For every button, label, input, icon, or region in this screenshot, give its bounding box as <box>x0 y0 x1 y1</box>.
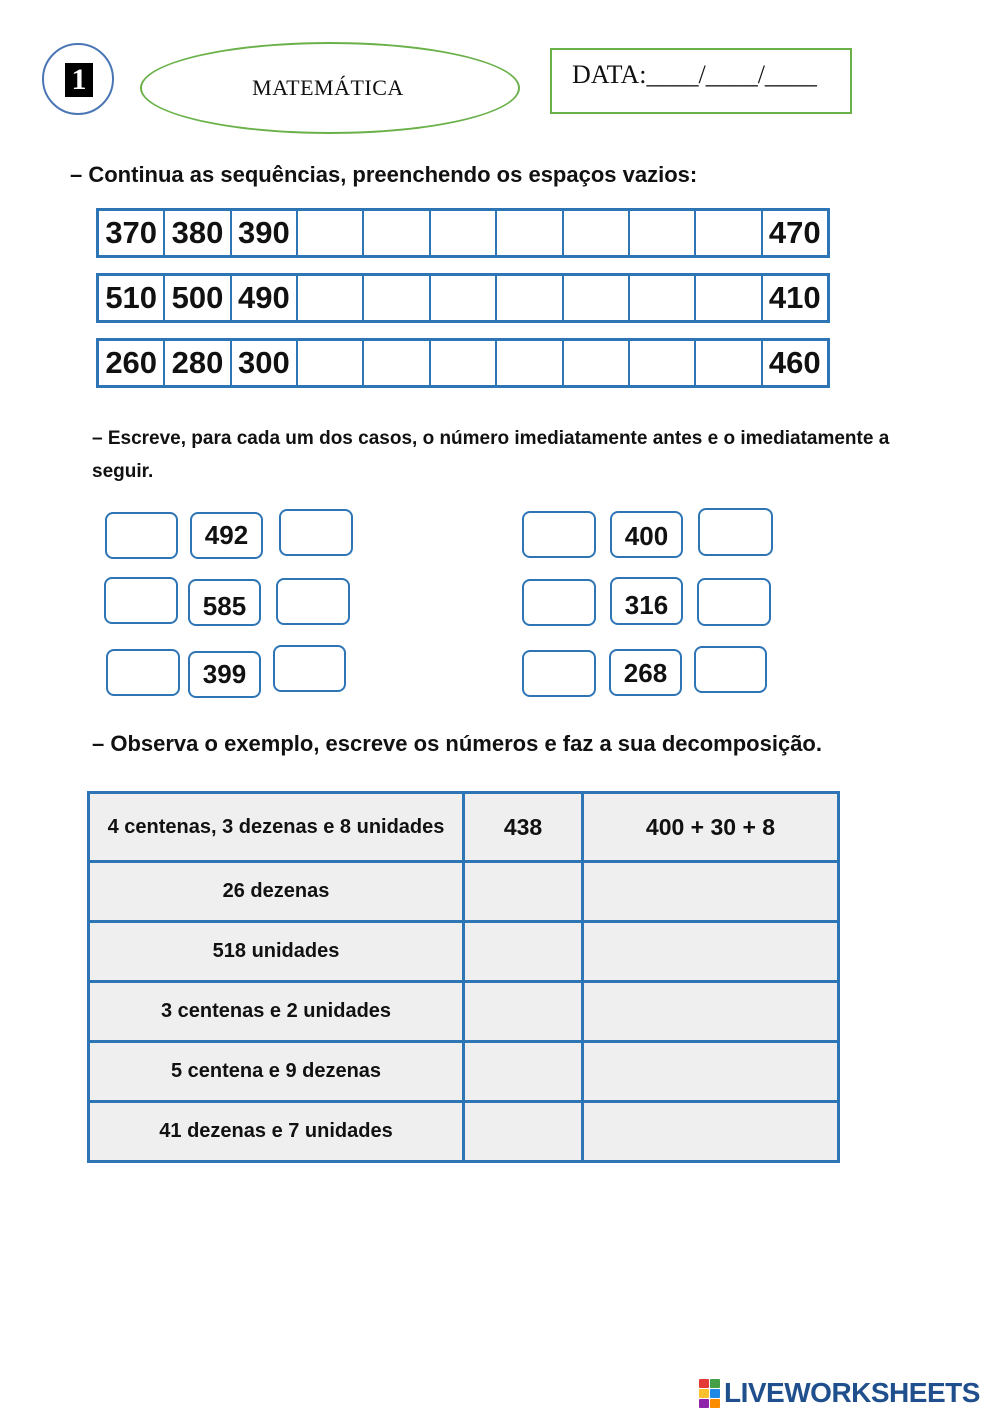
given-number: 492 <box>204 520 249 550</box>
sequence-input-cell[interactable] <box>628 211 694 255</box>
given-number-box <box>610 511 683 558</box>
given-number: 399 <box>202 659 247 689</box>
table-row <box>89 982 839 1042</box>
after-input[interactable] <box>698 508 773 556</box>
sequence-input-cell[interactable] <box>362 341 428 385</box>
sequence-cell: 380 <box>163 211 229 255</box>
sequence-input-cell[interactable] <box>562 341 628 385</box>
decomposition-input-cell[interactable] <box>583 862 839 922</box>
sequence-input-cell[interactable] <box>694 211 760 255</box>
description-cell: 3 centenas e 2 unidades <box>89 982 464 1042</box>
sequence-cell: 300 <box>230 341 296 385</box>
given-number: 400 <box>624 521 669 551</box>
sequence-input-cell[interactable] <box>628 341 694 385</box>
logo-text: LIVEWORKSHEETS <box>724 1377 980 1408</box>
sequence-input-cell[interactable] <box>429 276 495 320</box>
logo-block <box>710 1399 720 1408</box>
number-input-cell[interactable] <box>464 1102 583 1162</box>
description-cell: 41 dezenas e 7 unidades <box>89 1102 464 1162</box>
sequence-input-cell[interactable] <box>296 276 362 320</box>
logo-block <box>710 1379 720 1388</box>
worksheet-number: 1 <box>65 63 93 97</box>
decomposition-input-cell[interactable] <box>583 1042 839 1102</box>
sequence-input-cell[interactable] <box>694 341 760 385</box>
logo-block <box>699 1399 709 1408</box>
before-input[interactable] <box>522 650 596 697</box>
number-input-cell[interactable] <box>464 922 583 982</box>
sequence-cell: 510 <box>105 280 158 315</box>
sequence-input-cell[interactable] <box>694 276 760 320</box>
decomposition-input-cell[interactable] <box>583 922 839 982</box>
before-input[interactable] <box>105 512 178 559</box>
neighbors-instruction-cont: seguir. <box>92 461 154 482</box>
description-cell: 518 unidades <box>89 922 464 982</box>
sequence-instruction: – Continua as sequências, preenchendo os espaços vazios: <box>70 162 698 187</box>
liveworksheets-logo <box>699 1378 980 1408</box>
description-cell: 26 dezenas <box>89 862 464 922</box>
given-number-box <box>610 577 683 625</box>
given-number: 316 <box>624 590 669 620</box>
description-cell: 4 centenas, 3 dezenas e 8 unidades <box>89 793 464 862</box>
date-label: DATA:____/____/____ <box>572 60 817 89</box>
sequence-input-cell[interactable] <box>362 211 428 255</box>
given-number: 268 <box>623 658 668 688</box>
before-input[interactable] <box>106 649 180 696</box>
sequence-cell: 470 <box>761 211 827 255</box>
sequence-row <box>96 273 830 323</box>
table-row <box>89 862 839 922</box>
logo-blocks-icon <box>699 1379 720 1408</box>
date-box <box>550 48 852 114</box>
decomposition-input-cell[interactable] <box>583 982 839 1042</box>
number-input-cell[interactable] <box>464 1042 583 1102</box>
sequence-input-cell[interactable] <box>562 211 628 255</box>
decomposition-instruction: – Observa o exemplo, escreve os números e faz a sua decomposição. <box>92 731 822 756</box>
logo-block <box>699 1389 709 1398</box>
before-input[interactable] <box>522 579 596 626</box>
table-row <box>89 1042 839 1102</box>
after-input[interactable] <box>276 578 350 625</box>
logo-block <box>710 1389 720 1398</box>
sequence-cell: 370 <box>105 215 158 250</box>
sequence-input-cell[interactable] <box>362 276 428 320</box>
after-input[interactable] <box>694 646 767 693</box>
given-number-box <box>190 512 263 559</box>
sequence-input-cell[interactable] <box>495 276 561 320</box>
decomposition-cell: 400 + 30 + 8 <box>583 793 839 862</box>
sequence-input-cell[interactable] <box>429 211 495 255</box>
given-number-box <box>188 651 261 698</box>
decomposition-table <box>87 791 840 1163</box>
after-input[interactable] <box>279 509 353 556</box>
sequence-cell: 280 <box>163 341 229 385</box>
given-number-box <box>188 579 261 626</box>
description-cell: 5 centena e 9 dezenas <box>89 1042 464 1102</box>
subject-title: MATEMÁTICA <box>252 75 404 100</box>
given-number: 585 <box>202 591 247 621</box>
subject-oval <box>140 42 520 134</box>
sequence-input-cell[interactable] <box>495 211 561 255</box>
sequence-cell: 260 <box>105 345 158 380</box>
after-input[interactable] <box>273 645 346 692</box>
table-row <box>89 1102 839 1162</box>
logo-block <box>699 1379 709 1388</box>
decomposition-input-cell[interactable] <box>583 1102 839 1162</box>
sequence-row <box>96 338 830 388</box>
sequence-input-cell[interactable] <box>562 276 628 320</box>
number-input-cell[interactable] <box>464 862 583 922</box>
sequence-cell: 490 <box>230 276 296 320</box>
sequence-row <box>96 208 830 258</box>
before-input[interactable] <box>522 511 596 558</box>
sequence-input-cell[interactable] <box>495 341 561 385</box>
sequence-cell: 500 <box>163 276 229 320</box>
given-number-box <box>609 649 682 696</box>
before-input[interactable] <box>104 577 178 624</box>
sequence-cell: 390 <box>230 211 296 255</box>
sequence-input-cell[interactable] <box>296 341 362 385</box>
after-input[interactable] <box>697 578 771 626</box>
neighbors-instruction: – Escreve, para cada um dos casos, o número imediatamente antes e o imediatamente a <box>92 428 890 449</box>
sequence-input-cell[interactable] <box>429 341 495 385</box>
sequence-cell: 460 <box>761 341 827 385</box>
sequence-input-cell[interactable] <box>296 211 362 255</box>
table-row <box>89 793 839 862</box>
sequence-input-cell[interactable] <box>628 276 694 320</box>
sequence-cell: 410 <box>761 276 827 320</box>
table-row <box>89 922 839 982</box>
number-input-cell[interactable] <box>464 982 583 1042</box>
number-cell: 438 <box>464 793 583 862</box>
